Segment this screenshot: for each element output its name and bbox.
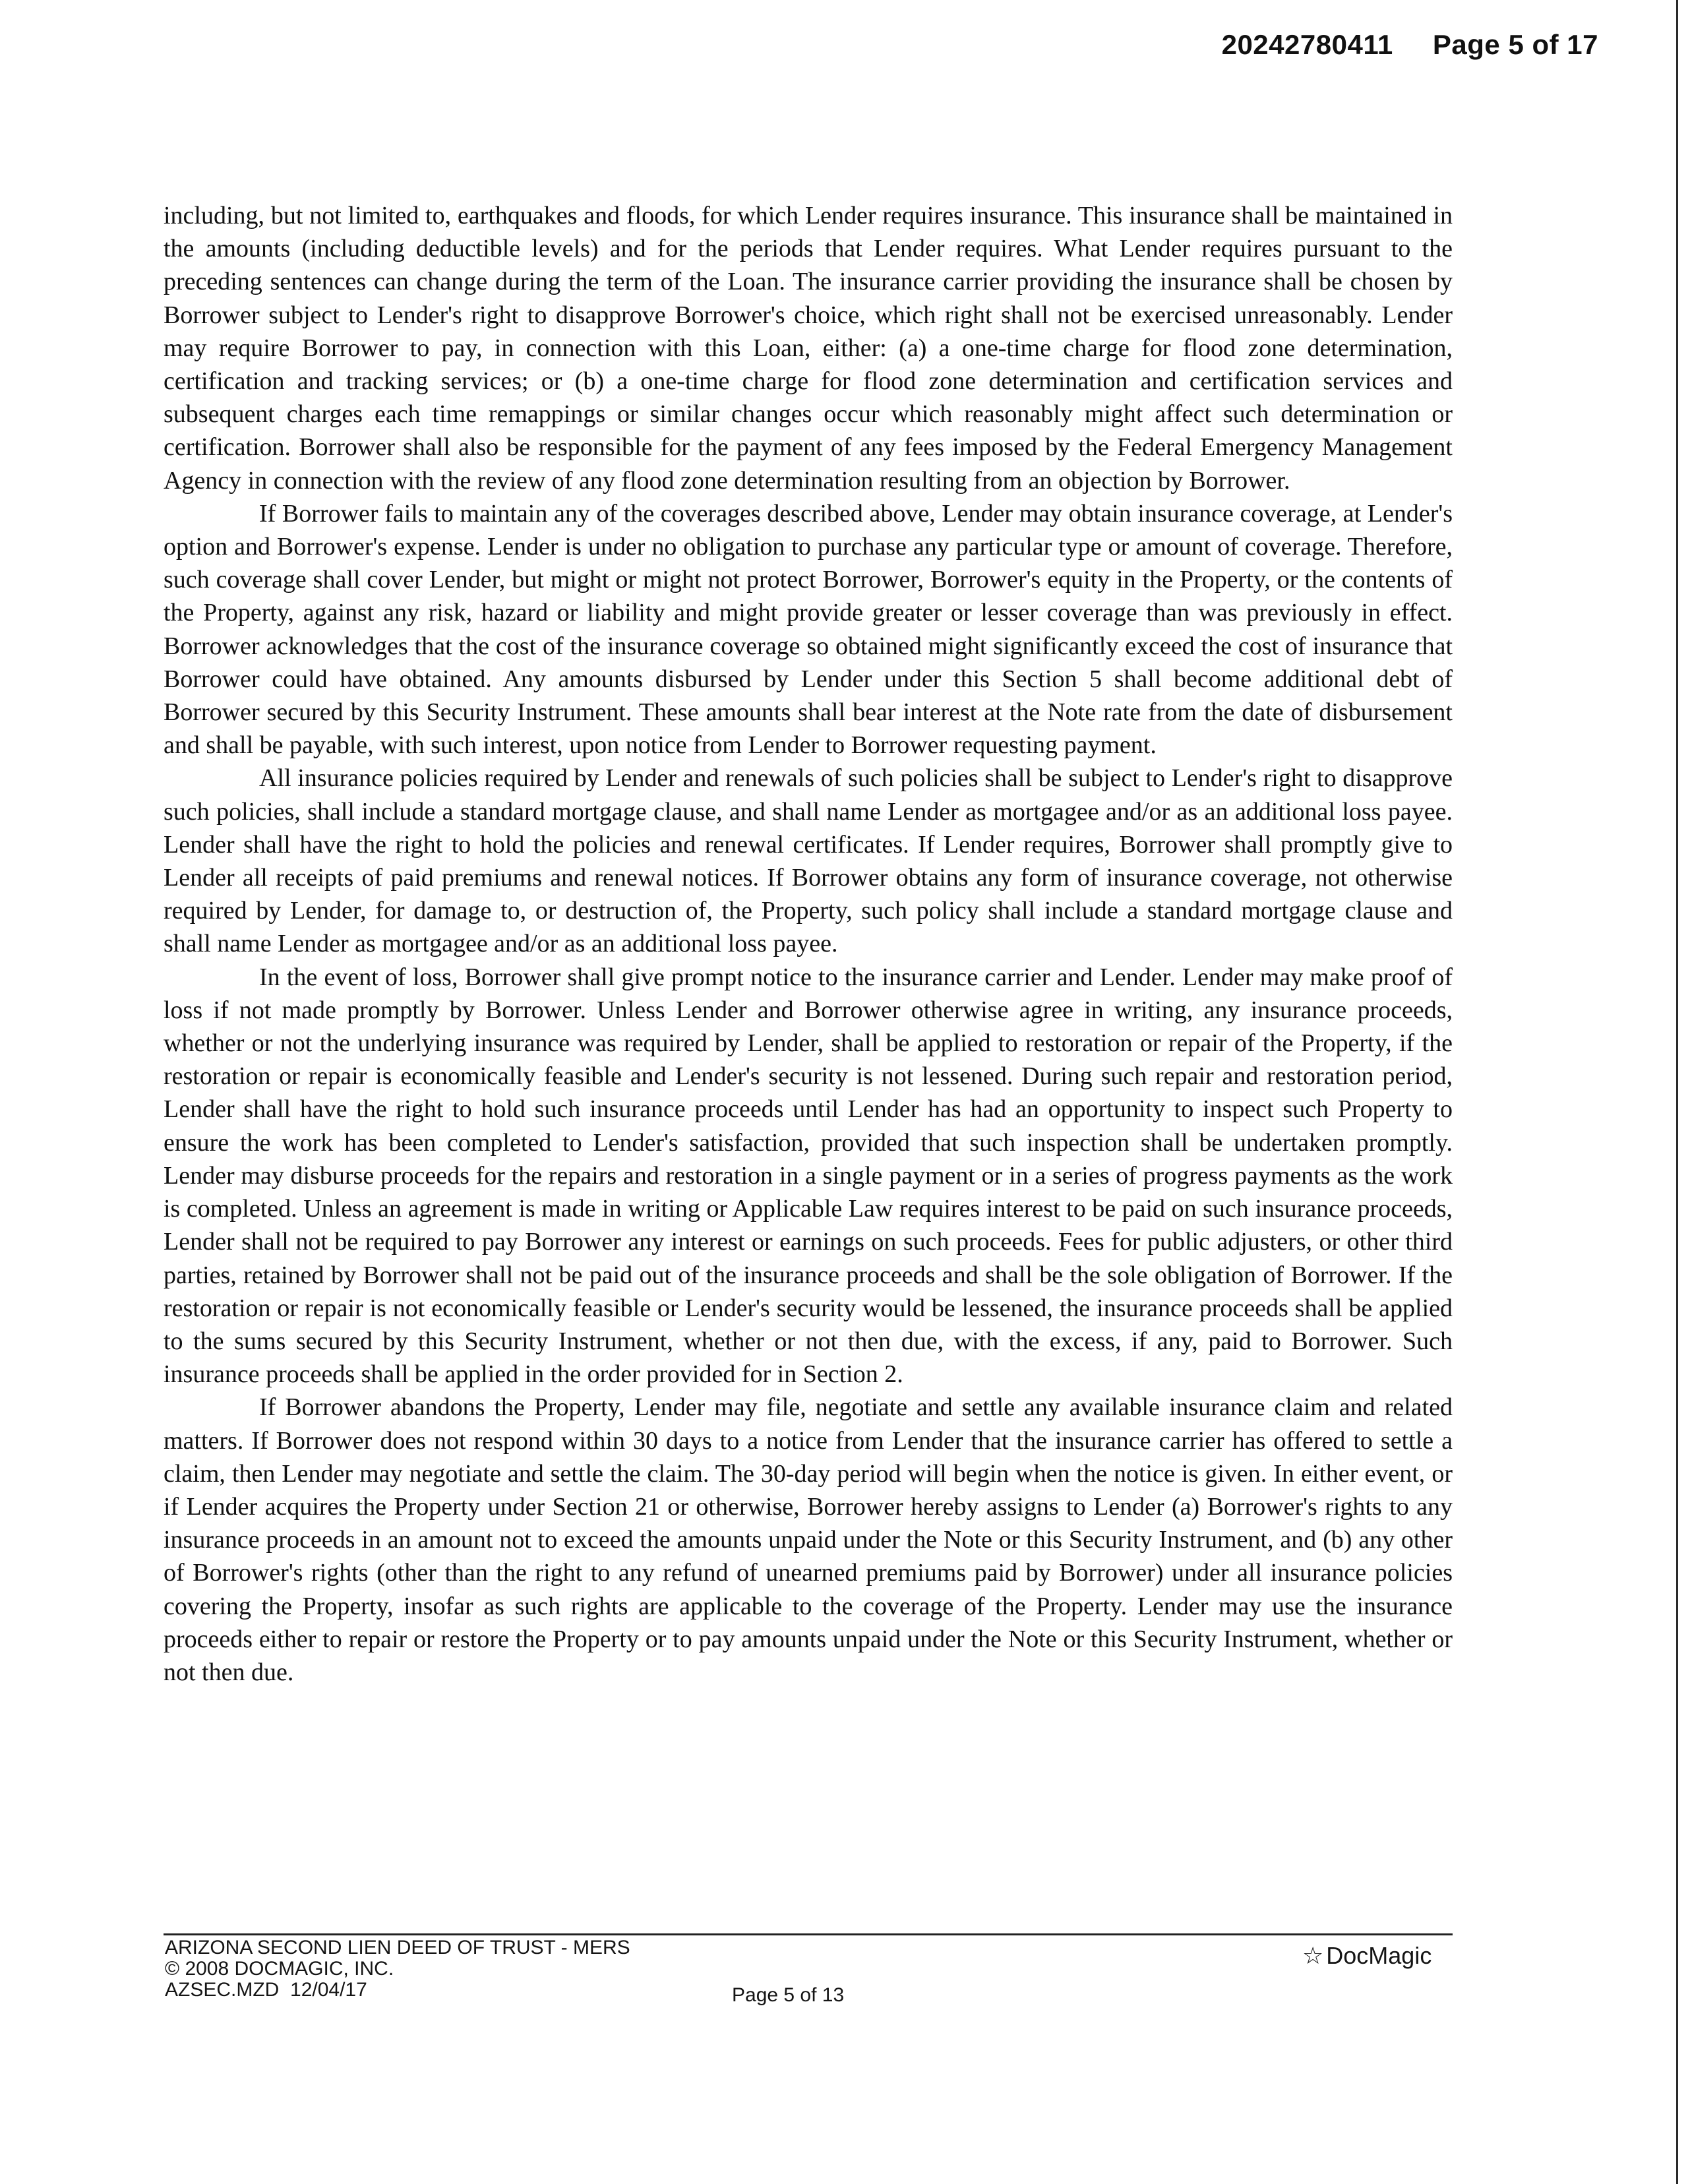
paragraph-lender-coverage: If Borrower fails to maintain any of the coverages described above, Lender may obtain insurance coverage, at Lender's option and Borrower's expense. Lender is under no obligation to purchase any particular type or amount of coverage. Therefore, such coverage shall cover Lender, but might or might not protect Borrower, Borrower's equity in the Property, or the contents of the Property, against any risk, hazard or liability and might provide greater or lesser coverage than was previously in effect. Borrower acknowledges that the cost of the insurance coverage so obtained might significantly exceed the cost of insurance that Borrower could have obtained. Any amounts disbursed by Lender under this Section 5 shall become additional debt of Borrower secured by this Security Instrument. These amounts shall bear interest at the Note rate from the date of disbursement and shall be payable, with such interest, upon notice from Lender to Borrower requesting payment. bbox=[164, 499, 1453, 760]
footer-copyright: © 2008 DOCMAGIC, INC. bbox=[165, 1958, 394, 1980]
page-header bbox=[1222, 29, 1598, 61]
document-body bbox=[164, 199, 1453, 1689]
paragraph-event-of-loss: In the event of loss, Borrower shall give prompt notice to the insurance carrier and Lender. Lender may make proof of loss if not made promptly by Borrower. Unless Lender and Borrower otherwise agree in writing, any insurance proceeds, whether or not the underlying insurance was required by Lender, shall be applied to restoration or repair of the Property, if the restoration or repair is economically feasible and Lender's security is not lessened. During such repair and restoration period, Lender shall have the right to hold such insurance proceeds until Lender has had an opportunity to inspect such Property to ensure the work has been completed to Lender's satisfaction, provided that such inspection shall be undertaken promptly. Lender may disburse proceeds for the repairs and restoration in a single payment or in a series of progress payments as the work is completed. Unless an agreement is made in writing or Applicable Law requires interest to be paid on such insurance proceeds, Lender shall not be required to pay Borrower any interest or earnings on such proceeds. Fees for public adjusters, or other third parties, retained by Borrower shall not be paid out of the insurance proceeds and shall be the sole obligation of Borrower. If the restoration or repair is not economically feasible or Lender's security would be lessened, the insurance proceeds shall be applied to the sums secured by this Security Instrument, whether or not then due, with the excess, if any, paid to Borrower. Such insurance proceeds shall be applied in the order provided for in Section 2. bbox=[164, 963, 1453, 1389]
footer-form-info bbox=[165, 1937, 630, 2001]
footer-divider bbox=[164, 1933, 1453, 1935]
paragraph-flood-insurance: including, but not limited to, earthquakes and floods, for which Lender requires insurance. This insurance shall be maintained in the amounts (including deductible levels) and for the periods that Lender requires. What Lender requires pursuant to the preceding sentences can change during the term of the Loan. The insurance carrier providing the insurance shall be chosen by Borrower subject to Lender's right to disapprove Borrower's choice, which right shall not be exercised unreasonably. Lender may require Borrower to pay, in connection with this Loan, either: (a) a one-time charge for flood zone determination, certification and tracking services; or (b) a one-time charge for flood zone determination and certification services and subsequent charges each time remappings or similar changes occur which reasonably might affect such determination or certification. Borrower shall also be responsible for the payment of any fees imposed by the Federal Emergency Management Agency in connection with the review of any flood zone determination resulting from an objection by Borrower. bbox=[164, 202, 1453, 495]
page-right-edge-line bbox=[1676, 0, 1678, 2184]
footer-brand-name: DocMagic bbox=[1326, 1942, 1432, 1969]
star-outline-icon: ☆ bbox=[1302, 1942, 1324, 1969]
footer-page-label: Page 5 of 13 bbox=[732, 1984, 845, 2006]
footer-form-code: AZSEC.MZD 12/04/17 bbox=[165, 1979, 367, 2001]
paragraph-insurance-policies: All insurance policies required by Lender and renewals of such policies shall be subject to Lender's right to disapprove such policies, shall include a standard mortgage clause, and shall name Lender as mortgagee and/or as an additional loss payee. Lender shall have the right to hold the policies and renewal certificates. If Lender requires, Borrower shall promptly give to Lender all receipts of paid premiums and renewal notices. If Borrower obtains any form of insurance coverage, not otherwise required by Lender, for damage to, or destruction of, the Property, such policy shall include a standard mortgage clause and shall name Lender as mortgagee and/or as an additional loss payee. bbox=[164, 764, 1453, 958]
header-page-label: Page 5 of 17 bbox=[1432, 29, 1598, 60]
recording-number: 20242780411 bbox=[1221, 29, 1393, 60]
footer-form-title: ARIZONA SECOND LIEN DEED OF TRUST - MERS bbox=[165, 1937, 630, 1958]
paragraph-abandonment: If Borrower abandons the Property, Lender may file, negotiate and settle any available insurance claim and related matters. If Borrower does not respond within 30 days to a notice from Lender that the insurance carrier has offered to settle a claim, then Lender may negotiate and settle the claim. The 30-day period will begin when the notice is given. In either event, or if Lender acquires the Property under Section 21 or otherwise, Borrower hereby assigns to Lender (a) Borrower's rights to any insurance proceeds in an amount not to exceed the amounts unpaid under the Note or this Security Instrument, and (b) any other of Borrower's rights (other than the right to any refund of unearned premiums paid by Borrower) under all insurance policies covering the Property, insofar as such rights are applicable to the coverage of the Property. Lender may use the insurance proceeds either to repair or restore the Property or to pay amounts unpaid under the Note or this Security Instrument, whether or not then due. bbox=[164, 1393, 1453, 1686]
footer-brand bbox=[1302, 1942, 1432, 1969]
